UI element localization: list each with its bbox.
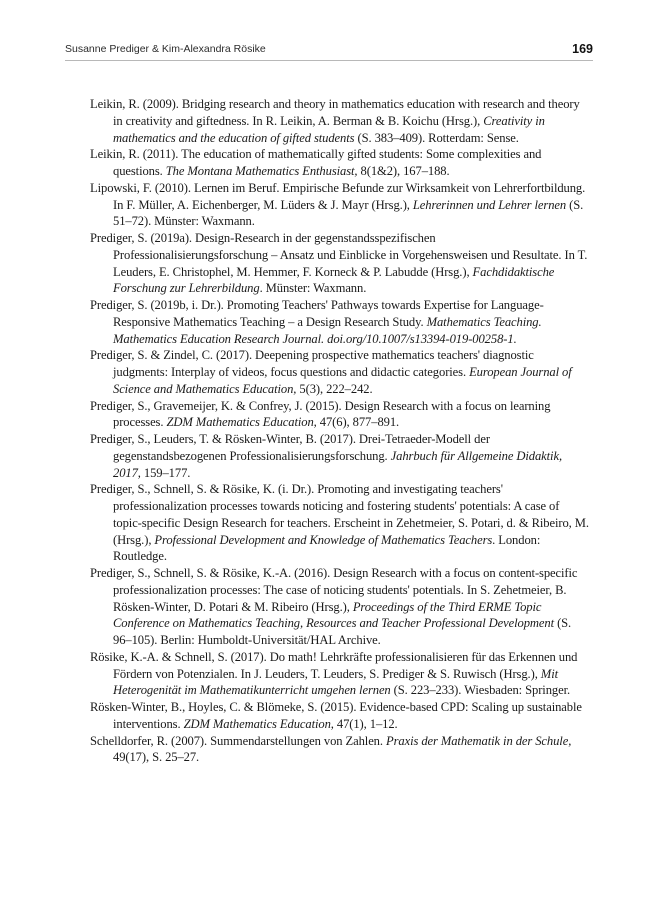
page-number: 169 xyxy=(572,42,593,56)
reference-entry xyxy=(90,180,590,230)
reference-text: (S. 223–233). Wiesbaden: Springer. xyxy=(390,683,571,698)
reference-text: 5(3), 222–242. xyxy=(296,381,373,396)
reference-text: 159–177. xyxy=(140,465,191,480)
reference-text: Schelldorfer, R. (2007). Summendarstellungen von Zahlen. xyxy=(90,733,386,748)
reference-entry xyxy=(90,481,590,565)
reference-source-title: Proceedings of the Third ERME Topic Conference on Mathematics Teaching, Resources and Teacher Professional Development xyxy=(113,599,555,631)
reference-text: Prediger, S., Schnell, S. & Rösike, K.-A. (2016). Design Research with a focus on content-specific professionalization processes: The case of noticing students' potentials. In S. Zehetmeier, B. Rösken-Winter, D. Potari & M. Ribeiro (Hrsg.), xyxy=(90,566,578,614)
reference-source-title: Lehrerinnen und Lehrer lernen xyxy=(412,197,567,212)
header-authors: Susanne Prediger & Kim-Alexandra Rösike xyxy=(65,43,266,55)
reference-text: 8(1&2), 167–188. xyxy=(357,164,450,178)
reference-source-title: ZDM Mathematics Education, xyxy=(166,415,317,430)
reference-text: Prediger, S. (2019a). Design-Research in der gegenstandsspezifischen Professionalisierungsforschung – Ansatz und Einblicke in Vorgehensweisen und Resultate. In T. Leuders, E. Christophel, M. Hemmer, F. Korneck & P. Labudde (Hrsg.), xyxy=(90,231,588,279)
reference-source-title: Creativity in mathematics and the education of gifted students xyxy=(113,113,545,145)
reference-text: Prediger, S. & Zindel, C. (2017). Deepening prospective mathematics teachers' diagnostic judgments: Interplay of videos, focus questions and didactic categories. xyxy=(90,348,534,379)
reference-entry xyxy=(90,649,590,699)
reference-text: (S. 51–72). Münster: Waxmann. xyxy=(113,197,584,229)
reference-text: Rösike, K.-A. & Schnell, S. (2017). Do math! Lehrkräfte professionalisieren für das Erkennen und Fördern von Potenzialen. In J. Leuders, T. Leuders, S. Prediger & S. Ruwisch (Hrsg.), xyxy=(90,649,578,681)
reference-list xyxy=(90,96,590,766)
reference-text: Prediger, S., Schnell, S. & Rösike, K. (i. Dr.). Promoting and investigating teachers' professionalization processes towards noticing and fostering students' potentials: A case of topic-specific Design Research for teachers. Erscheint in Zehetmeier, S. Potari, d. & Ribeiro, M. (Hrsg.), xyxy=(90,482,589,547)
reference-entry xyxy=(90,230,590,297)
reference-entry xyxy=(90,431,590,481)
reference-entry xyxy=(90,699,590,733)
reference-text: 49(17), S. 25–27. xyxy=(113,750,200,765)
reference-entry xyxy=(90,398,590,432)
reference-text: (S. 96–105). Berlin: Humboldt-Universität/HAL Archive. xyxy=(113,616,572,647)
reference-text: . Münster: Waxmann. xyxy=(259,281,367,296)
reference-entry xyxy=(90,297,590,347)
reference-text: . London: Routledge. xyxy=(113,532,541,564)
reference-text: Rösken-Winter, B., Hoyles, C. & Blömeke, S. (2015). Evidence-based CPD: Scaling up sustainable interventions. xyxy=(90,700,582,731)
reference-source-title: ZDM Mathematics Education, xyxy=(183,716,334,731)
reference-source-title: Professional Development and Knowledge of Mathematics Teachers xyxy=(154,532,493,547)
reference-text: 47(1), 1–12. xyxy=(333,716,398,731)
reference-text: Leikin, R. (2009). Bridging research and theory in mathematics education with research and theory in creativity and giftedness. In R. Leikin, A. Berman & B. Koichu (Hrsg.), xyxy=(90,97,580,128)
running-header xyxy=(65,38,593,61)
reference-source-title: Mit Heterogenität im Mathematikunterricht umgehen lernen xyxy=(113,666,558,698)
reference-entry xyxy=(90,733,590,767)
reference-entry xyxy=(90,347,590,397)
reference-entry xyxy=(90,146,590,180)
reference-entry xyxy=(90,565,590,649)
reference-text: Prediger, S. (2019b, i. Dr.). Promoting Teachers' Pathways towards Expertise for Language-Responsive Mathematics Teaching – a Design Research Study. xyxy=(90,298,544,329)
reference-entry xyxy=(90,96,590,146)
reference-text: Prediger, S., Leuders, T. & Rösken-Winter, B. (2017). Drei-Tetraeder-Modell der gegenstandsbezogenen Professionalisierungsforschung. xyxy=(90,432,490,463)
reference-text: Prediger, S., Gravemeijer, K. & Confrey, J. (2015). Design Research with a focus on learning processes. xyxy=(90,398,551,430)
reference-text: (S. 383–409). Rotterdam: Sense. xyxy=(354,130,519,145)
reference-source-title: European Journal of Science and Mathematics Education, xyxy=(113,365,572,396)
reference-source-title: The Montana Mathematics Enthusiast, xyxy=(165,164,358,178)
reference-source-title: Fachdidaktische Forschung zur Lehrerbildung xyxy=(113,264,555,296)
reference-text: 47(6), 877–891. xyxy=(316,415,400,430)
reference-text: Leikin, R. (2011). The education of mathematically gifted students: Some complexities and questions. xyxy=(90,147,542,178)
reference-source-title: Mathematics Teaching. Mathematics Education Research Journal. doi.org/10.1007/s13394-019-00258-1. xyxy=(113,314,542,346)
reference-source-title: Jahrbuch für Allgemeine Didaktik, 2017, xyxy=(113,448,562,480)
reference-text: Lipowski, F. (2010). Lernen im Beruf. Empirische Befunde zur Wirksamkeit von Lehrerfortbildung. In F. Müller, A. Eichenberger, M. Lüders & J. Mayr (Hrsg.), xyxy=(90,180,586,212)
reference-source-title: Praxis der Mathematik in der Schule, xyxy=(385,733,572,748)
